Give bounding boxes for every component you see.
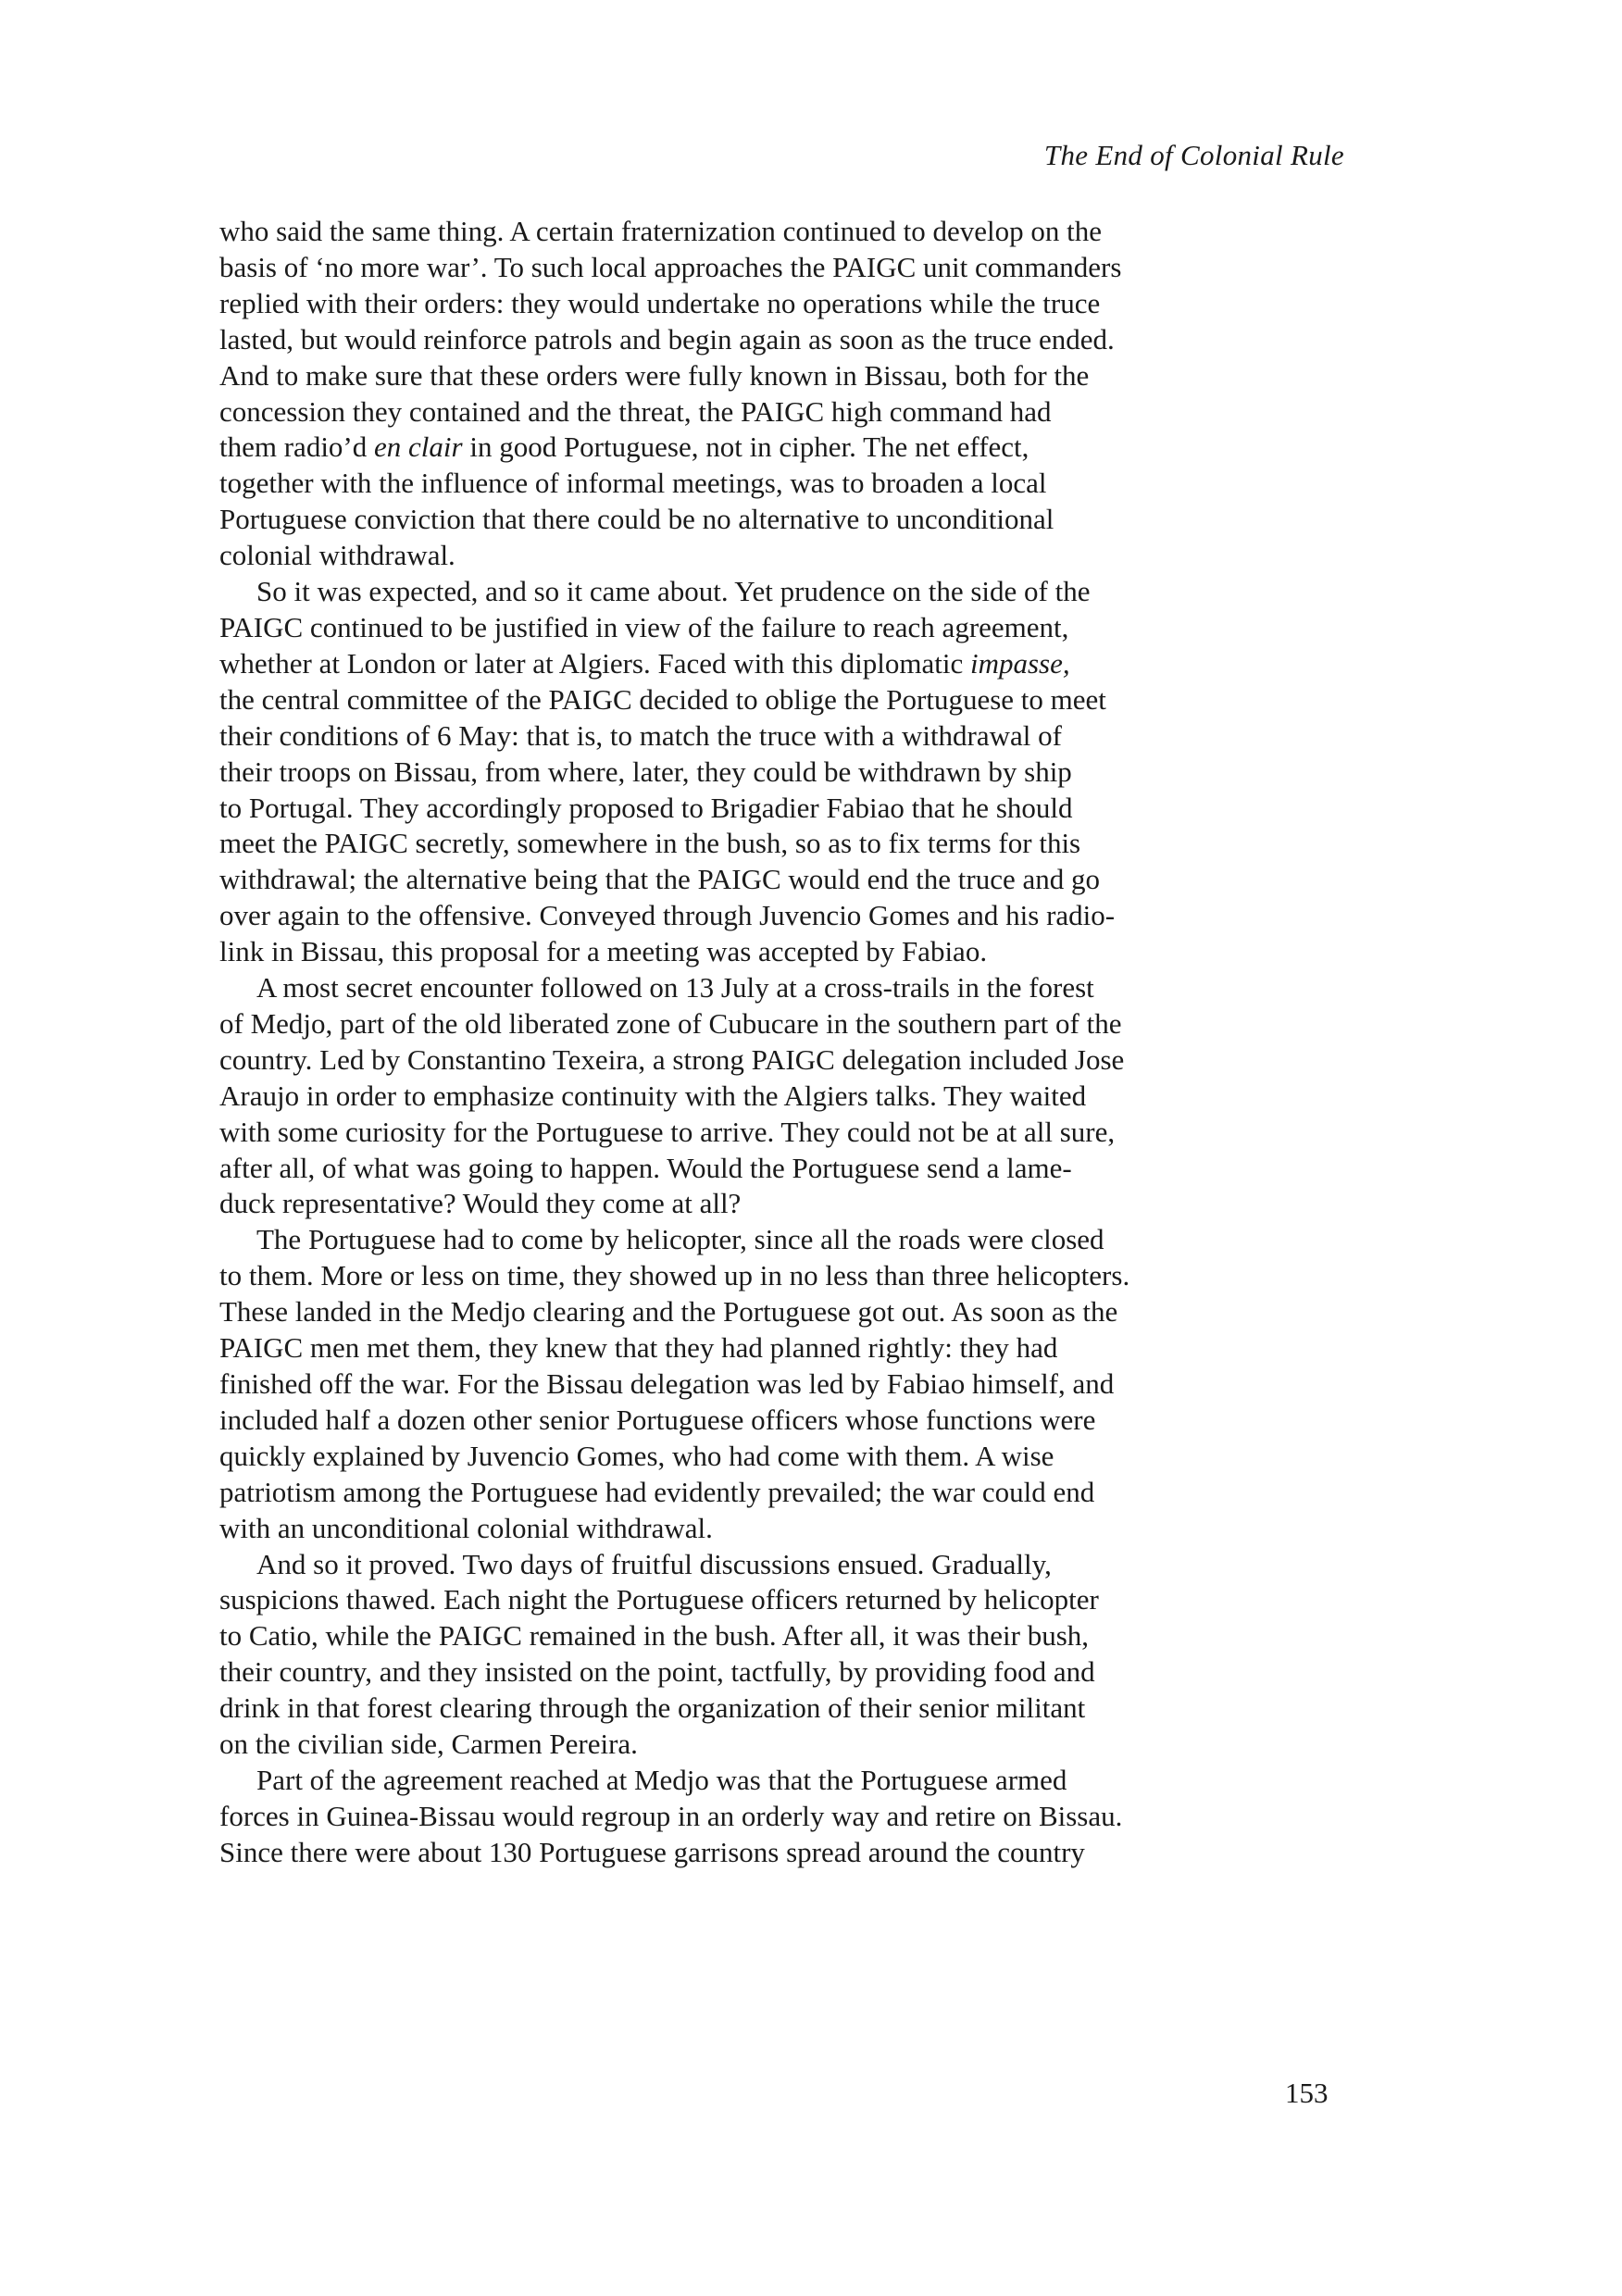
text-line: PAIGC continued to be justified in view of the failure to reach agreement, xyxy=(219,610,1069,643)
italic-phrase: impasse, xyxy=(969,646,1070,680)
text-line: to them. More or less on time, they showed up in no less than three helicopters. xyxy=(219,1259,1130,1292)
text-line: Araujo in order to emphasize continuity with the Algiers talks. They waited xyxy=(219,1079,1087,1112)
text-line: link in Bissau, this proposal for a meeting was accepted by Fabiao. xyxy=(219,935,988,968)
paragraph xyxy=(219,970,1377,1222)
text-line: whether at London or later at Algiers. Faced with this diplomatic impasse, xyxy=(219,646,1070,680)
text-line: with an unconditional colonial withdrawal. xyxy=(219,1511,713,1544)
text-line: their country, and they insisted on the point, tactfully, by providing food and xyxy=(219,1655,1095,1689)
text-line: included half a dozen other senior Portuguese officers whose functions were xyxy=(219,1403,1096,1436)
text-line: on the civilian side, Carmen Pereira. xyxy=(219,1728,638,1761)
text-line: finished off the war. For the Bissau delegation was led by Fabiao himself, and xyxy=(219,1367,1115,1400)
text-line: withdrawal; the alternative being that the PAIGC would end the truce and go xyxy=(219,863,1100,896)
text-line: Portuguese conviction that there could be no alternative to unconditional xyxy=(219,503,1054,536)
text-line: Part of the agreement reached at Medjo was that the Portuguese armed xyxy=(256,1763,1067,1796)
text-line: And to make sure that these orders were fully known in Bissau, both for the xyxy=(219,358,1090,392)
text-line: the central committee of the PAIGC decided to oblige the Portuguese to meet xyxy=(219,682,1106,716)
italic-phrase: en clair xyxy=(374,430,463,464)
text-line: basis of ‘no more war’. To such local approaches the PAIGC unit commanders xyxy=(219,250,1122,283)
text-line: country. Led by Constantino Texeira, a strong PAIGC delegation included Jose xyxy=(219,1042,1125,1076)
text-line: their troops on Bissau, from where, later, they could be withdrawn by ship xyxy=(219,755,1072,788)
text-line: patriotism among the Portuguese had evidently prevailed; the war could end xyxy=(219,1475,1095,1508)
text-line: over again to the offensive. Conveyed through Juvencio Gomes and his radio- xyxy=(219,899,1116,932)
text-line: after all, of what was going to happen. Would the Portuguese send a lame- xyxy=(219,1151,1072,1184)
text-line: Since there were about 130 Portuguese garrisons spread around the country xyxy=(219,1835,1085,1868)
text-line: The Portuguese had to come by helicopter, since all the roads were closed xyxy=(256,1223,1104,1256)
text-line: So it was expected, and so it came about. Yet prudence on the side of the xyxy=(256,575,1091,608)
text-line: And so it proved. Two days of fruitful discussions ensued. Gradually, xyxy=(256,1547,1052,1580)
text-line: them radio’d en clair in good Portuguese, not in cipher. The net effect, xyxy=(219,430,1029,464)
text-line: A most secret encounter followed on 13 July at a cross-trails in the forest xyxy=(256,971,1094,1004)
text-line: drink in that forest clearing through the organization of their senior militant xyxy=(219,1691,1086,1725)
paragraph xyxy=(219,214,1377,574)
text-line: quickly explained by Juvencio Gomes, who had come with them. A wise xyxy=(219,1439,1054,1472)
text-line: replied with their orders: they would undertake no operations while the truce xyxy=(219,286,1101,319)
text-line: colonial withdrawal. xyxy=(219,539,455,572)
paragraph xyxy=(219,1222,1377,1546)
text-line: forces in Guinea-Bissau would regroup in an orderly way and retire on Bissau. xyxy=(219,1799,1123,1832)
text-line: with some curiosity for the Portuguese to arrive. They could not be at all sure, xyxy=(219,1115,1116,1148)
page-number: 153 xyxy=(1285,2077,1329,2109)
body-text xyxy=(219,214,1377,1871)
text-line: who said the same thing. A certain fraternization continued to develop on the xyxy=(219,215,1102,247)
text-line: These landed in the Medjo clearing and the Portuguese got out. As soon as the xyxy=(219,1295,1118,1329)
text-line: their conditions of 6 May: that is, to match the truce with a withdrawal of xyxy=(219,718,1062,752)
text-line: meet the PAIGC secretly, somewhere in the bush, so as to fix terms for this xyxy=(219,827,1081,860)
running-head: The End of Colonial Rule xyxy=(1043,139,1344,171)
paragraph xyxy=(219,574,1377,970)
text-line: suspicions thawed. Each night the Portuguese officers returned by helicopter xyxy=(219,1583,1099,1616)
text-line: together with the influence of informal meetings, was to broaden a local xyxy=(219,467,1047,500)
text-line: to Portugal. They accordingly proposed to Brigadier Fabiao that he should xyxy=(219,791,1073,824)
text-line: lasted, but would reinforce patrols and begin again as soon as the truce ended. xyxy=(219,322,1115,356)
paragraph xyxy=(219,1547,1377,1763)
text-line: to Catio, while the PAIGC remained in the bush. After all, it was their bush, xyxy=(219,1619,1090,1653)
text-line: concession they contained and the threat, the PAIGC high command had xyxy=(219,394,1052,428)
text-line: of Medjo, part of the old liberated zone of Cubucare in the southern part of the xyxy=(219,1006,1122,1040)
text-line: PAIGC men met them, they knew that they had planned rightly: they had xyxy=(219,1331,1058,1365)
paragraph xyxy=(219,1763,1377,1871)
text-line: duck representative? Would they come at all? xyxy=(219,1187,742,1220)
